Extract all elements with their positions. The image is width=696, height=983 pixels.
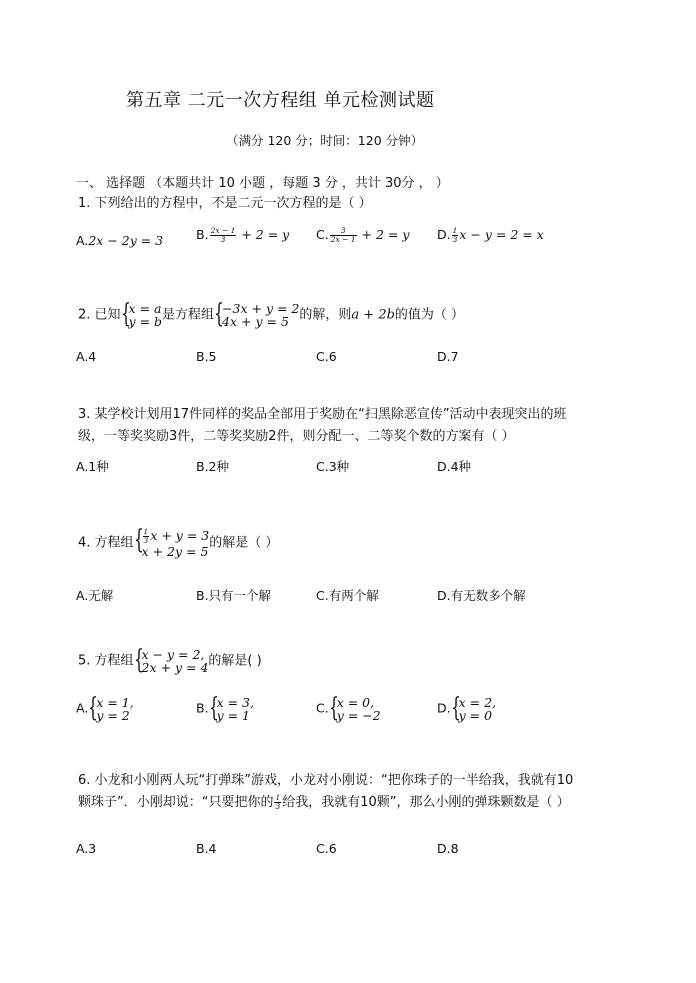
question-2-option-b: B.5: [196, 349, 217, 364]
question-6-option-d: D.8: [437, 841, 459, 856]
question-5-option-a: A. { x = 1, y = 2: [76, 693, 134, 723]
question-5-option-d: D. { x = 2, y = 0: [437, 693, 497, 723]
question-6-option-b: B.4: [196, 841, 217, 856]
equation-system: { $\frac{1}{3}$ x + y = 3 x + 2y = 5: [133, 525, 210, 559]
question-1-option-d: D. $\frac{1}{3}$ x − y = 2 = x: [437, 226, 544, 244]
question-3-option-b: B.2种: [196, 459, 230, 474]
fraction: $\frac{1}{3}$: [143, 527, 149, 545]
equation-system: { x = 2, y = 0: [450, 693, 497, 723]
question-2-option-c: C.6: [316, 349, 337, 364]
question-1-option-a: A.2x − 2y = 3: [76, 233, 164, 248]
equation-system: { x = 0, y = −2: [328, 693, 381, 723]
page-title: 第五章 二元一次方程组 单元检测试题: [126, 90, 435, 111]
question-5-option-c: C. { x = 0, y = −2: [316, 693, 381, 723]
question-2-option-a: A.4: [76, 349, 97, 364]
question-4-option-c: C.有两个解: [316, 588, 379, 603]
equation-system: { x = 1, y = 2: [88, 693, 134, 723]
page-subtitle: （满分 120 分；时间：120 分钟）: [226, 133, 424, 148]
equation-system: { x = 3, y = 1: [208, 693, 254, 723]
fraction: $\frac{2x - 1}{3}$: [210, 226, 236, 244]
question-2-option-d: D.7: [437, 349, 459, 364]
question-2-stem: 2. 已知 { x = a y = b 是方程组 { −3x + y = 2 4x + y = 5 的解，则a + 2b的值为（ ）: [78, 299, 465, 329]
question-1-stem: 1. 下列给出的方程中，不是二元一次方程的是（ ）: [78, 196, 372, 211]
question-5-stem: 5. 方程组 { x − y = 2, 2x + y = 4 的解是( ): [78, 645, 262, 675]
equation-system: { x − y = 2, 2x + y = 4: [133, 645, 209, 675]
fraction: $\frac{3}{2x - 1}$: [330, 226, 356, 244]
fraction: $\frac{1}{3}$: [452, 226, 458, 244]
section-heading: 一、 选择题 （本题共计 10 小题 ，每题 3 分 ，共计 30分 ， ）: [76, 176, 449, 191]
question-4-stem: 4. 方程组 { $\frac{1}{3}$ x + y = 3 x + 2y = 5 的解是（ ）: [78, 525, 279, 559]
question-3-option-d: D.4种: [437, 459, 472, 474]
question-3-stem: 3. 某学校计划用17件同样的奖品全部用于奖励在“扫黑除恶宣传”活动中表现突出的班 级，一等奖奖励3件，二等奖奖励2件，则分配一、二等奖个数的方案有（ ）: [78, 407, 567, 444]
question-4-option-d: D.有无数多个解: [437, 588, 526, 603]
equation-system: { x = a y = b: [120, 299, 163, 329]
question-4-option-a: A.无解: [76, 588, 114, 603]
equation-system: { −3x + y = 2 4x + y = 5: [214, 299, 300, 329]
question-6-stem: 6. 小龙和小刚两人玩“打弹珠”游戏，小龙对小刚说：“把你珠子的一半给我，我就有10 颗珠子”．小刚却说：“只要把你的 $\frac{1}{3}$ 给我，我就有10颗”，那么小刚的弹珠颗数是（ ）: [78, 773, 574, 811]
question-3-option-c: C.3种: [316, 459, 350, 474]
question-6-option-a: A.3: [76, 841, 97, 856]
question-5-option-b: B. { x = 3, y = 1: [196, 693, 254, 723]
question-1-option-c: C. $\frac{3}{2x - 1}$ + 2 = y: [316, 226, 410, 244]
question-1-option-b: B. $\frac{2x - 1}{3}$ + 2 = y: [196, 226, 290, 244]
fraction: $\frac{1}{3}$: [275, 793, 281, 811]
question-4-option-b: B.只有一个解: [196, 588, 272, 603]
question-6-option-c: C.6: [316, 841, 337, 856]
question-3-option-a: A.1种: [76, 459, 109, 474]
